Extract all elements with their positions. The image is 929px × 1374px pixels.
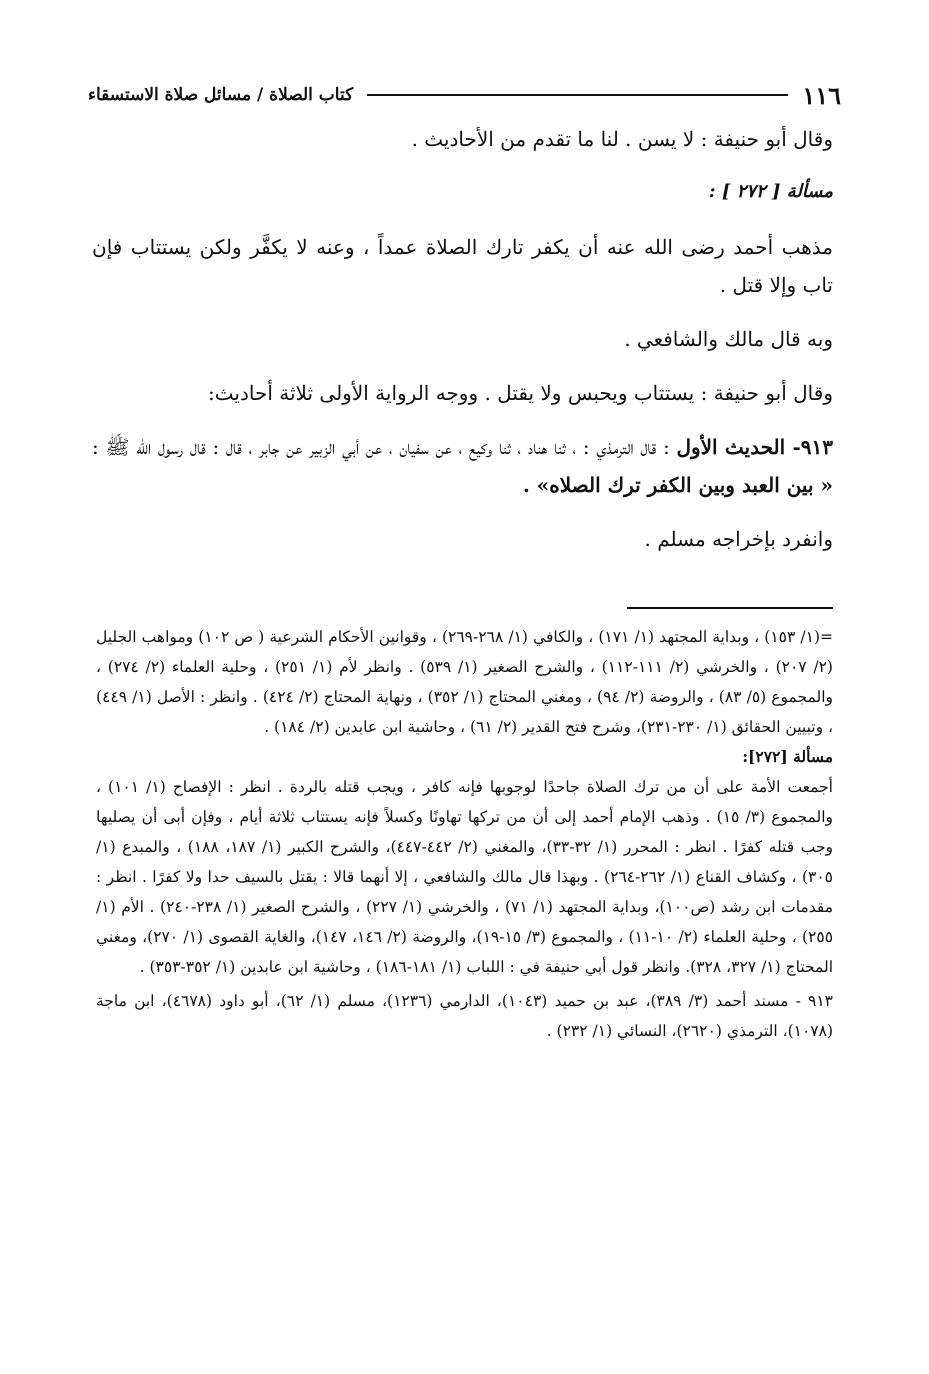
hadith-chain: : قال الترمذي : ، ثنا هناد ، ثنا وكيع ، عن سفيان ، عن أبي الزبير عن جابر ، قال : قال رسول الله ﷺ : <box>92 435 677 459</box>
paragraph-hadith-913 <box>92 428 833 504</box>
paragraph-abu-hanifa: وقال أبو حنيفة : لا يسن . لنا ما تقدم من الأحاديث . <box>411 127 833 151</box>
footnotes <box>96 622 833 1046</box>
paragraph-ahmad-opinion: مذهب أحمد رضى الله عنه أن يكفر تارك الصلاة عمداً ، وعنه لا يكفَّر ولكن يستتاب فإن تاب وإلا قتل . <box>92 235 833 297</box>
paragraph-muslim-only: وانفرد بإخراجه مسلم . <box>644 527 833 551</box>
paragraph-malik-shafii: وبه قال مالك والشافعي . <box>624 327 833 351</box>
hadith-label: ٩١٣- الحديث الأول <box>676 435 833 459</box>
paragraph-abu-hanifa-view: وقال أبو حنيفة : يستتاب ويحبس ولا يقتل . ووجه الرواية الأولى ثلاثة أحاديث: <box>208 381 833 405</box>
page-number: ١١٦ <box>802 80 841 110</box>
footnote-rule <box>627 607 833 609</box>
footnote-continued: =(١/ ١٥٣) ، وبداية المجتهد (١/ ١٧١) ، والكافي (١/ ٢٦٨-٢٦٩) ، وقوانين الأحكام الشرعية ( ص ١٠٢) ومواهب الجليل (٢/ ٢٠٧) ، والخرشي (٢/ ١١١-١١٢) ، والشرح الصغير (١/ ٥٣٩) . وانظر لأم (١/ ٢٥١) ، وحلية العلماء (٢/ ٢٧٤) ، والمجموع (٥/ ٨٣) ، والروضة (٢/ ٩٤) ، ومغني المحتاج (١/ ٣٥٢) ، ونهاية المحتاج (٢/ ٤٢٤) . وانظر : الأصل (١/ ٤٤٩) ، وتبيين الحقائق (١/ ٢٣٠-٢٣١)، وشرح فتح القدير (٢/ ٦١) ، وحاشية ابن عابدين (٢/ ١٨٤) . <box>96 628 834 736</box>
hadith-quote: « بين العبد وبين الكفر ترك الصلاه» . <box>522 473 833 497</box>
footnote-hadith-913: ٩١٣ - مسند أحمد (٣/ ٣٨٩)، عبد بن حميد (١٠٤٣)، الدارمي (١٢٣٦)، مسلم (١/ ٦٢)، أبو داود (٤٦٧٨)، ابن ماجة (١٠٧٨)، الترمذي (٢٦٢٠)، النسائي (١/ ٢٣٢) . <box>96 992 833 1040</box>
running-title: كتاب الصلاة / مسائل صلاة الاستسقاء <box>88 85 354 105</box>
issue-heading: مسألة [ ٢٧٢ ] : <box>708 181 833 202</box>
running-header <box>88 80 841 110</box>
footnote-issue-272: أجمعت الأمة على أن من ترك الصلاة جاحدًا لوجوبها فإنه كافر ، ويجب قتله بالردة . انظر : الإفصاح (١/ ١٠١) ، والمجموع (٣/ ١٥) . وذهب الإمام أحمد إلى أن من تركها تهاونًا وكسلاً فإنه يستتاب ثلاثة أيام ، وفإن أبى أن يصليها وجب قتله كفرًا . انظر : المحرر (١/ ٣٢-٣٣)، والمغني (٢/ ٤٤٢-٤٤٧)، والشرح الكبير (١/ ١٨٧، ١٨٨) ، والمبدع (١/ ٣٠٥) ، وكشاف القناع (١/ ٢٦٢-٢٦٤) . وبهذا قال مالك والشافعي ، إلا أنهما قالا : يقتل بالسيف حدا ولا كفرًا . انظر : مقدمات ابن رشد (ص١٠٠)، وبداية المجتهد (١/ ٧١) ، والخرشي (١/ ٢٢٧) ، والشرح الصغير (١/ ٢٣٨-٢٤٠) . الأم (١/ ٢٥٥) ، وحلية العلماء (٢/ ١٠-١١) ، والمجموع (٣/ ١٥-١٩)، والروضة (٢/ ١٤٦، ١٤٧)، والغاية القصوى (١/ ٢٧٠)، ومغني المحتاج (١/ ٣٢٧، ٣٢٨). وانظر قول أبي حنيفة في : اللباب (١/ ١٨١-١٨٦) ، وحاشية ابن عابدين (١/ ٣٥٢-٣٥٣) . <box>96 778 834 976</box>
main-text <box>92 120 833 558</box>
header-rule <box>367 94 788 96</box>
footnote-issue-label: مسألة [٢٧٢]: <box>742 747 833 766</box>
